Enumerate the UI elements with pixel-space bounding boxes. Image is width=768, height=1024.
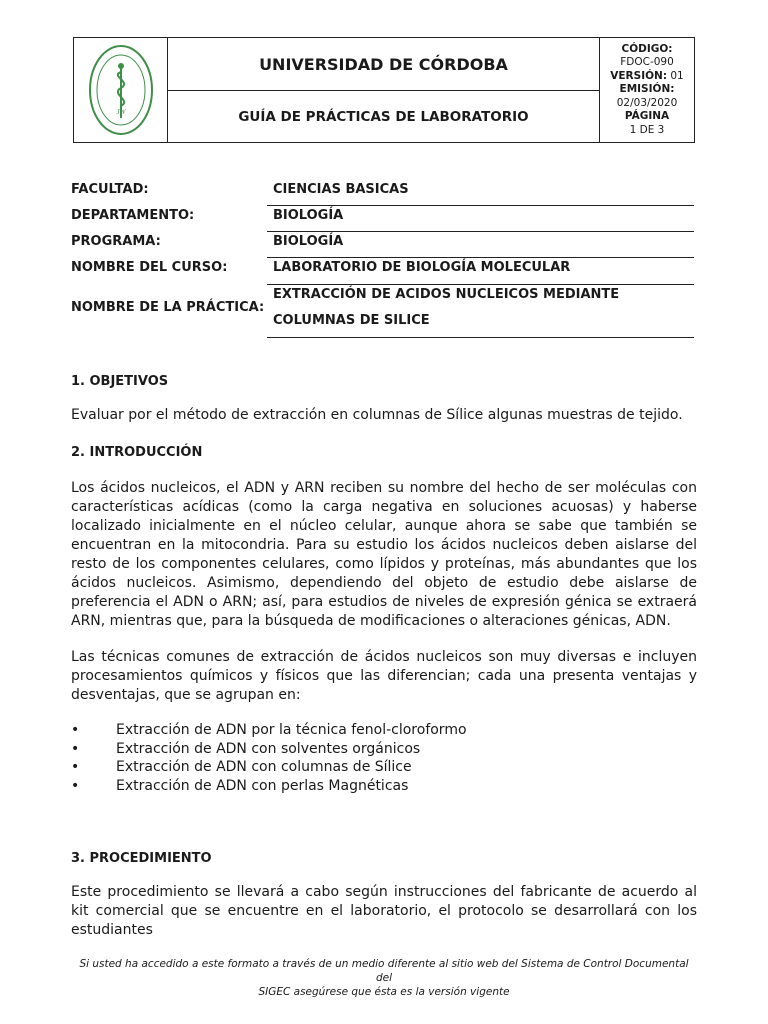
procedure-text: Este procedimiento se llevará a cabo según instrucciones del fabricante de acuerdo al kit comercial que se encuentre en el laboratorio, el protocolo se desarrollará con los estudiantes [71, 884, 697, 938]
footer-notice [70, 957, 698, 999]
course-name-label: NOMBRE DEL CURSO: [71, 260, 228, 275]
list-item [71, 758, 571, 777]
university-seal-logo [88, 44, 154, 136]
introduction-paragraph-1: Los ácidos nucleicos, el ADN y ARN reciben su nombre del hecho de ser moléculas con características acídicas (como la carga negativa en soluciones acuosas) y haberse localizado inicialmente en el núcleo celular, aunque ahora se sabe que también se encuentran en la mitocondria. Para su estudio los ácidos nucleicos deben aislarse del resto de los componentes celulares, como lípidos y proteínas, más abundantes que los ácidos nucleicos. Asimismo, dependiendo del objeto de estudio debe aislarse de preferencia el ADN o ARN; así, para estudios de niveles de expresión génica se extraerá ARN, mientras que, para la búsqueda de modificaciones o alteraciones génicas, ADN. [71, 480, 697, 629]
program-value: BIOLOGÍA [273, 234, 344, 249]
bullet-icon: • [71, 740, 80, 757]
field-underline [267, 231, 694, 232]
logo-cell [74, 38, 168, 142]
code-label: CÓDIGO: [621, 42, 673, 55]
practice-name-value-line2: COLUMNAS DE SILICE [273, 313, 430, 328]
bullet-icon: • [71, 777, 80, 794]
objectives-text: Evaluar por el método de extracción en columnas de Sílice algunas muestras de tejido. [71, 407, 683, 423]
document-header [73, 37, 695, 143]
list-item-text: Extracción de ADN con perlas Magnéticas [116, 777, 409, 794]
footer-line-2: SIGEC asegúrese que ésta es la versión vigente [258, 986, 510, 998]
introduction-heading: 2. INTRODUCCIÓN [71, 445, 203, 460]
code-value: FDOC-090 [620, 56, 674, 69]
emission-value: 02/03/2020 [616, 96, 678, 109]
university-name: UNIVERSIDAD DE CÓRDOBA [168, 38, 600, 91]
list-item-text: Extracción de ADN con solventes orgánicos [116, 740, 421, 757]
page-value: 1 DE 3 [629, 123, 665, 136]
list-item-text: Extracción de ADN por la técnica fenol-cloroformo [116, 722, 467, 738]
department-value: BIOLOGÍA [273, 208, 344, 223]
faculty-label: FACULTAD: [71, 182, 149, 197]
version-value: 01 [670, 69, 684, 82]
svg-text:JW: JW [116, 108, 125, 116]
list-item-text: Extracción de ADN con columnas de Sílice [116, 759, 412, 776]
footer-line-1: Si usted ha accedido a este formato a través de un medio diferente al sitio web del Sistema de Control Documental del [79, 958, 689, 984]
list-item [71, 777, 571, 796]
list-item [71, 740, 571, 759]
practice-name-label: NOMBRE DE LA PRÁCTICA: [71, 300, 265, 315]
program-label: PROGRAMA: [71, 234, 161, 249]
course-name-value: LABORATORIO DE BIOLOGÍA MOLECULAR [273, 260, 571, 275]
department-label: DEPARTAMENTO: [71, 208, 195, 223]
list-item [71, 721, 571, 740]
page-label: PÁGINA [624, 110, 670, 123]
emission-label: EMISIÓN: [619, 83, 675, 96]
field-underline [267, 284, 694, 285]
faculty-value: CIENCIAS BASICAS [273, 182, 409, 197]
extraction-methods-list [71, 721, 571, 795]
introduction-paragraph-2: Las técnicas comunes de extracción de ácidos nucleicos son muy diversas e incluyen procesamientos químicos y físicos que las diferencian; cada una presenta ventajas y desventajas, que se agrupan en: [71, 649, 697, 703]
document-control-info [600, 38, 694, 142]
procedure-heading: 3. PROCEDIMIENTO [71, 851, 212, 866]
practice-name-value-line1: EXTRACCIÓN DE ACIDOS NUCLEICOS MEDIANTE [273, 287, 620, 302]
bullet-icon: • [71, 759, 80, 776]
objectives-heading: 1. OBJETIVOS [71, 374, 169, 389]
field-underline [267, 337, 694, 338]
field-underline [267, 257, 694, 258]
field-underline [267, 205, 694, 206]
version-label: VERSIÓN: [610, 69, 668, 82]
guide-title: GUÍA DE PRÁCTICAS DE LABORATORIO [168, 91, 600, 142]
bullet-icon: • [71, 722, 80, 738]
